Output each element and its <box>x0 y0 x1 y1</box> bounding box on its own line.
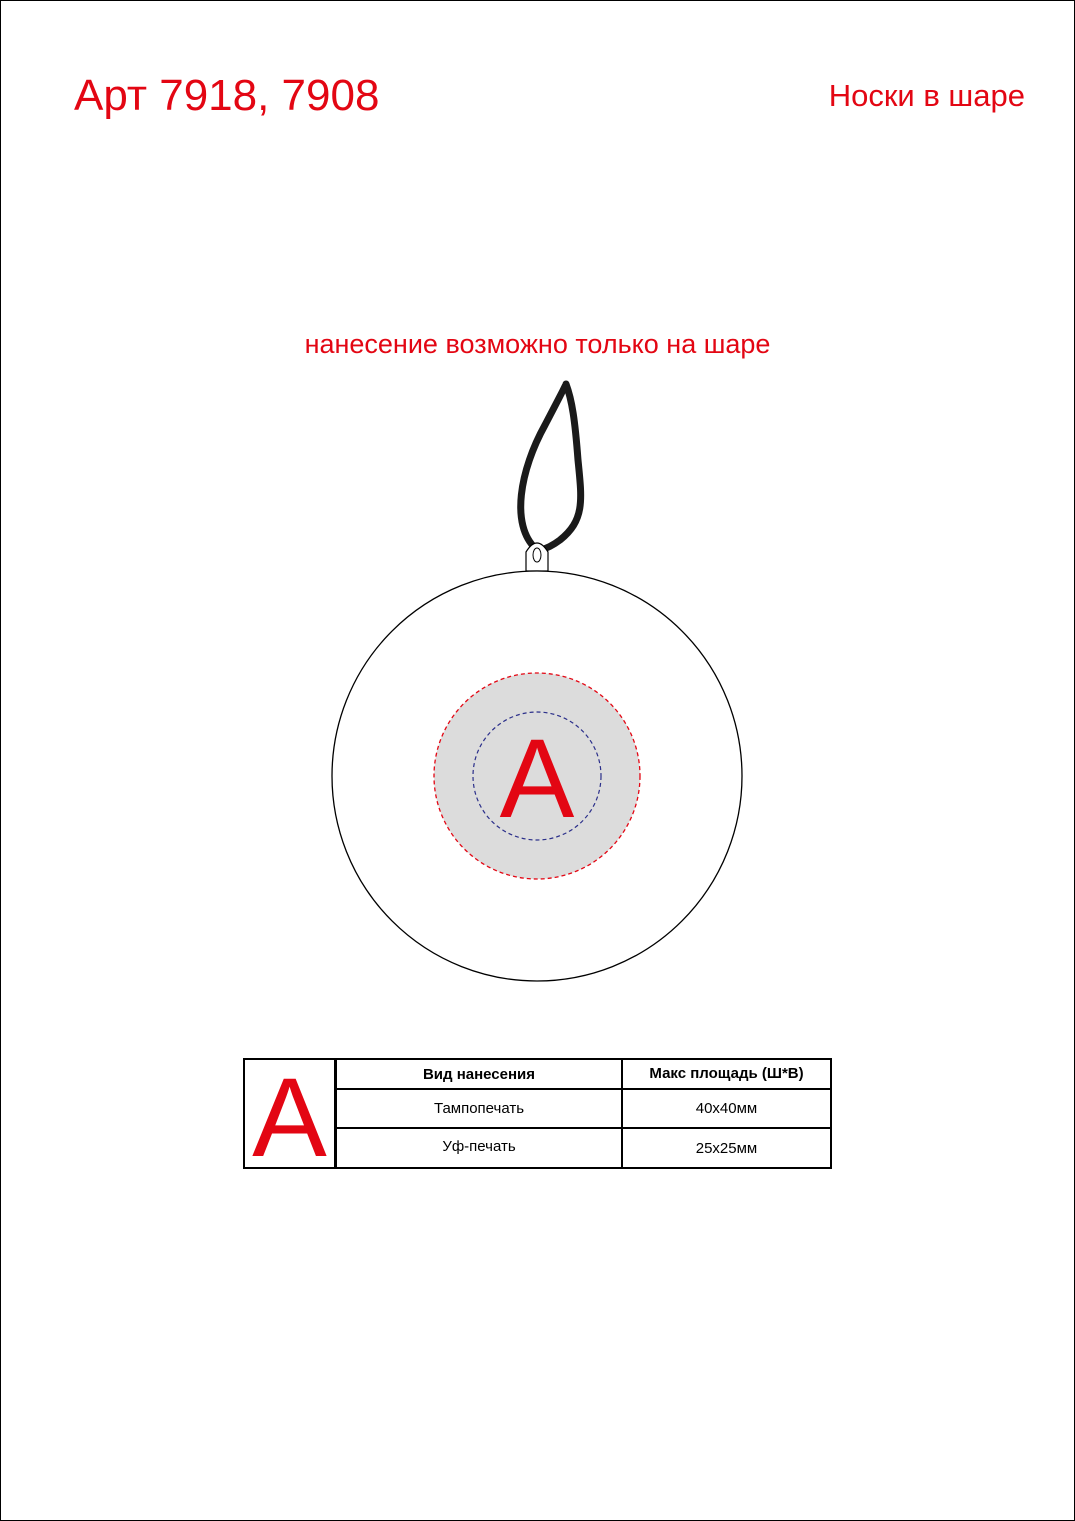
cap-hole <box>533 548 541 562</box>
row-method: Тампопечать <box>433 1100 525 1117</box>
zone-letter: A <box>499 716 575 841</box>
row-method: Уф-печать <box>442 1138 516 1155</box>
header-method: Вид нанесения <box>422 1066 536 1083</box>
row-divider-header <box>337 1088 830 1090</box>
spec-table <box>243 1055 832 1180</box>
application-note: нанесение возможно только на шаре <box>304 329 771 359</box>
row-size: 25х25мм <box>695 1140 758 1157</box>
header-max-area: Макс площадь (Ш*В) <box>649 1065 804 1082</box>
hanging-cord <box>521 384 581 550</box>
row-divider <box>337 1127 830 1129</box>
zone-marker <box>245 1055 337 1180</box>
zone-letter-table: A <box>252 1055 327 1180</box>
row-size: 40х40мм <box>695 1100 758 1117</box>
article-number: Арт 7918, 7908 <box>74 71 380 120</box>
product-name: Носки в шаре <box>828 78 1025 113</box>
